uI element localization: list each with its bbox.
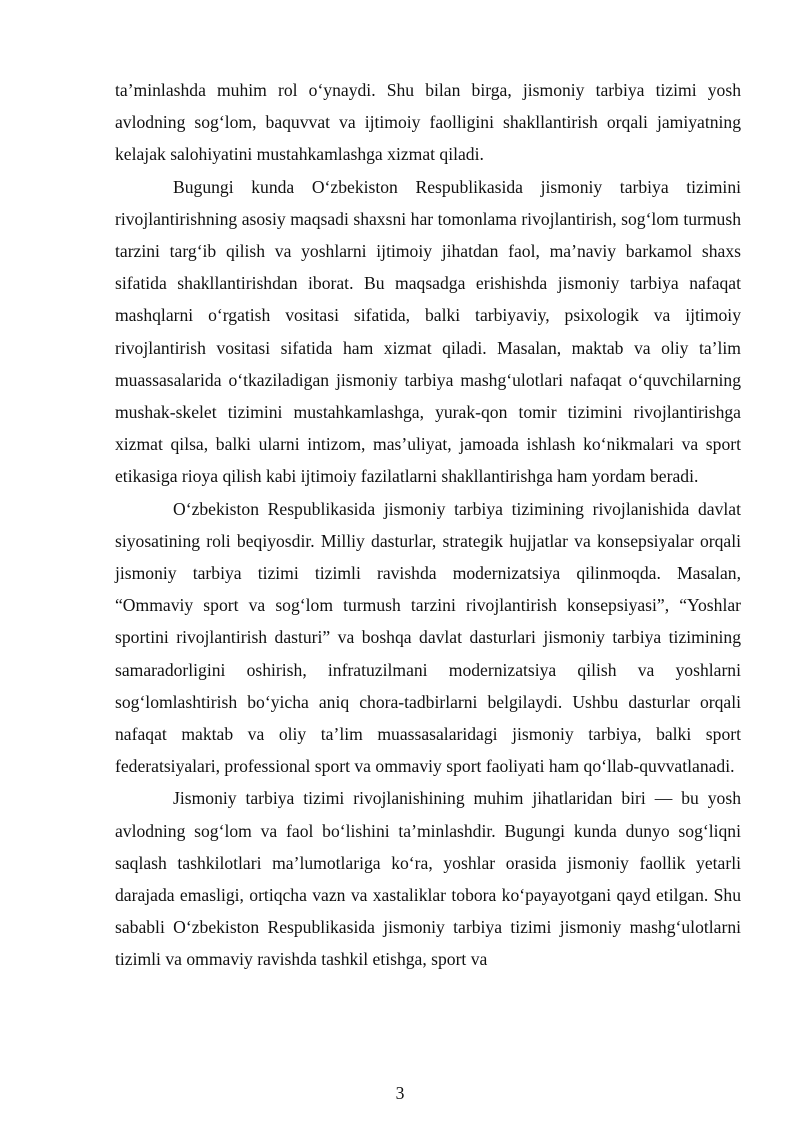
paragraph-3: O‘zbekiston Respublikasida jismoniy tarbiya tizimining rivojlanishida davlat siyosatining roli beqiyosdir. Milliy dasturlar, strategik hujjatlar va konsepsiyalar orqali jismoniy tarbiya tizimi tizimli ravishda modernizatsiya qilinmoqda. Masalan, “Ommaviy sport va sog‘lom turmush tarzini rivojlantirish konsepsiyasi”, “Yoshlar sportini rivojlantirish dasturi” va boshqa davlat dasturlari jismoniy tarbiya tizimining samaradorligini oshirish, infratuzilmani modernizatsiya qilish va yoshlarni sog‘lomlashtirish bo‘yicha aniq chora-tadbirlarni belgilaydi. Ushbu dasturlar orqali nafaqat maktab va oliy ta’lim muassasalaridagi jismoniy tarbiya, balki sport federatsiyalari, professional sport va ommaviy sport faoliyati ham qo‘llab-quvvatlanadi. [115,498,741,777]
paragraph-4: Jismoniy tarbiya tizimi rivojlanishining muhim jihatlaridan biri — bu yosh avlodning sog‘lom va faol bo‘lishini ta’minlashdir. Bugungi kunda dunyo sog‘liqni saqlash tashkilotlari ma’lumotlariga ko‘ra, yoshlar orasida jismoniy faollik yetarli darajada emasligi, ortiqcha vazn va xastaliklar tobora ko‘payayotgani qayd etilgan. Shu sababli O‘zbekiston Respublikasida jismoniy tarbiya tizimi jismoniy mashg‘ulotlarni tizimli va ommaviy ravishda tashkil etishga, sport va [115,788,741,970]
body-text [115,74,741,976]
paragraph-2: Bugungi kunda O‘zbekiston Respublikasida jismoniy tarbiya tizimini rivojlantirishning asosiy maqsadi shaxsni har tomonlama rivojlantirish, sog‘lom turmush tarzini targ‘ib qilish va yoshlarni ijtimoiy jihatdan faol, ma’naviy barkamol shaxs sifatida shakllantirishdan iborat. Bu maqsadga erishishda jismoniy tarbiya nafaqat mashqlarni o‘rgatish vositasi sifatida, balki tarbiyaviy, psixologik va ijtimoiy rivojlantirish vositasi sifatida ham xizmat qiladi. Masalan, maktab va oliy ta’lim muassasalarida o‘tkaziladigan jismoniy tarbiya mashg‘ulotlari nafaqat o‘quvchilarning mushak-skelet tizimini mustahkamlashga, yurak-qon tomir tizimini rivojlantirishga xizmat qilsa, balki ularni intizom, mas’uliyat, jamoada ishlash ko‘nikmalari va sport etikasiga rioya qilish kabi ijtimoiy fazilatlarni shakllantirishga ham yordam beradi. [115,176,741,487]
page-number: 3 [395,1083,405,1103]
paragraph-1: ta’minlashda muhim rol o‘ynaydi. Shu bilan birga, jismoniy tarbiya tizimi yosh avlodning sog‘lom, baquvvat va ijtimoiy faolligini shakllantirish orqali jamiyatning kelajak salohiyatini mustahkamlashga xizmat qiladi. [115,80,741,165]
